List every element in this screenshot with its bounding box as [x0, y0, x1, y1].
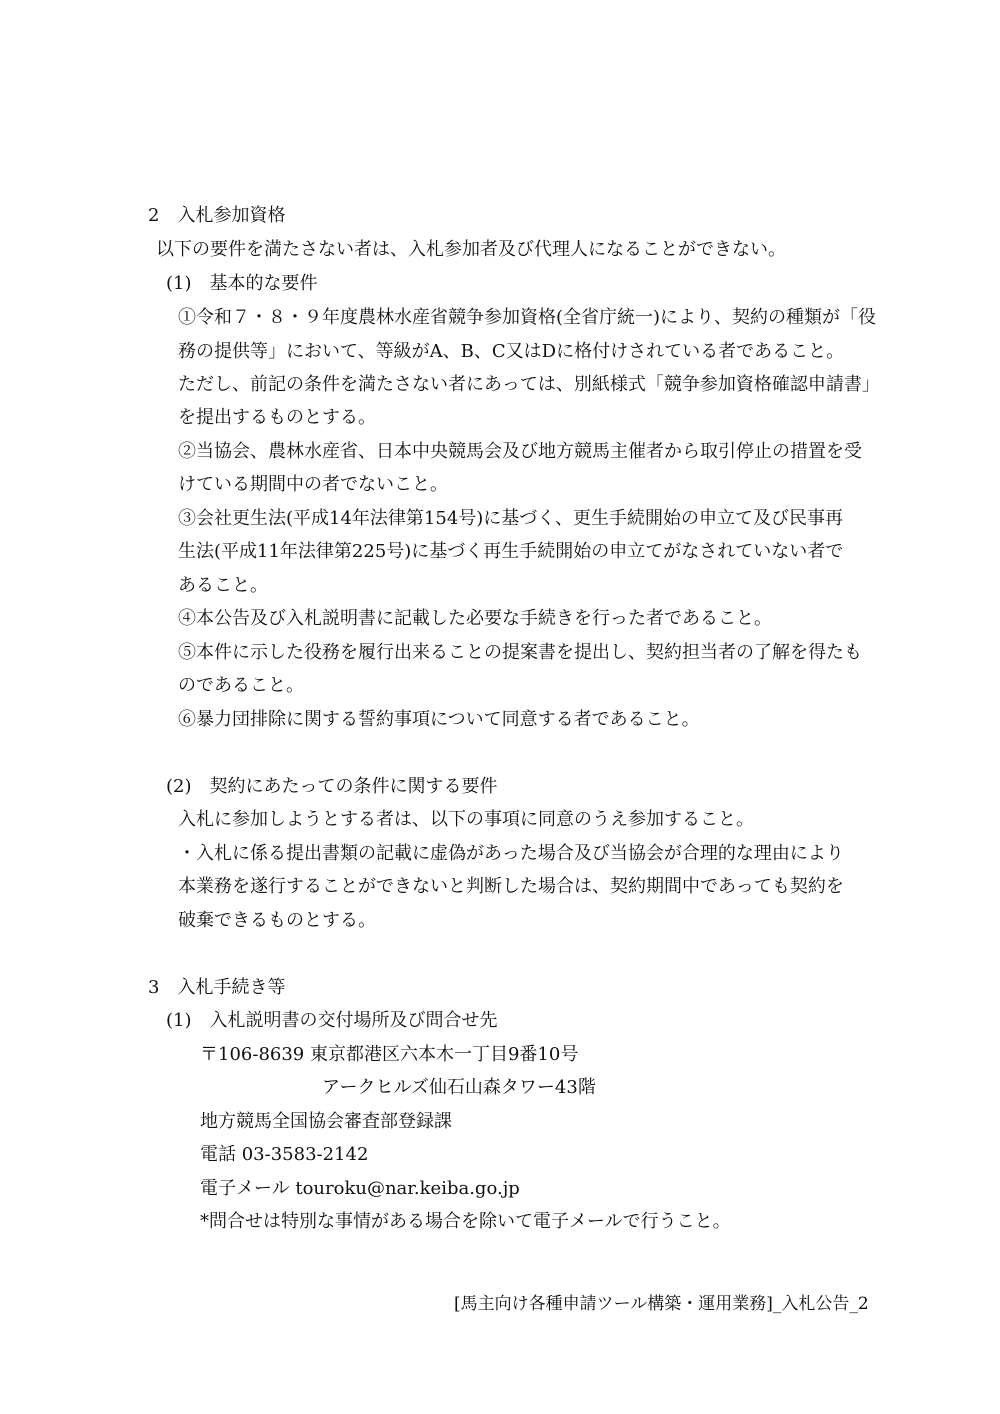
requirement-line: けている期間中の者でないこと。 [178, 474, 448, 495]
section-2-intro: 以下の要件を満たさない者は、入札参加者及び代理人になることができない。 [156, 239, 786, 260]
requirement-line: 生法(平成11年法律第225号)に基づく再生手続開始の申立てがなされていない者で [178, 541, 844, 562]
requirement-line: ②当協会、農林水産省、日本中央競馬会及び地方競馬主催者から取引停止の措置を受 [178, 441, 862, 462]
condition-line: ・入札に係る提出書類の記載に虚偽があった場合及び当協会が合理的な理由により [178, 843, 844, 864]
requirement-line: ①令和７・８・９年度農林水産省競争参加資格(全省庁統一)により、契約の種類が「役 [178, 307, 877, 328]
subsection-3-1-heading: (1) 入札説明書の交付場所及び問合せ先 [166, 1010, 498, 1031]
requirement-line: ただし、前記の条件を満たさない者にあっては、別紙様式「競争参加資格確認申請書」 [178, 374, 880, 395]
postal-address: 〒106-8639 東京都港区六本木一丁目9番10号 [200, 1044, 579, 1065]
contact-note: *問合せは特別な事情がある場合を除いて電子メールで行うこと。 [200, 1211, 731, 1232]
requirement-line: ⑤本件に示した役務を履行出来ることの提案書を提出し、契約担当者の了解を得たも [178, 642, 862, 663]
phone-number: 電話 03-3583-2142 [200, 1144, 369, 1165]
condition-line: 破棄できるものとする。 [178, 910, 376, 931]
requirement-line: あること。 [178, 575, 268, 596]
requirement-line: ③会社更生法(平成14年法律第154号)に基づく、更生手続開始の申立て及び民事再 [178, 508, 843, 529]
building-address: アークヒルズ仙石山森タワー43階 [322, 1077, 596, 1098]
page-footer: [馬主向け各種申請ツール構築・運用業務]_入札公告_2 [454, 1294, 869, 1314]
requirement-line: を提出するものとする。 [178, 407, 376, 428]
email-address: 電子メール touroku@nar.keiba.go.jp [200, 1178, 520, 1199]
organization-name: 地方競馬全国協会審査部登録課 [200, 1111, 452, 1132]
section-3-heading: 3 入札手続き等 [148, 977, 286, 998]
section-2-heading: 2 入札参加資格 [148, 205, 286, 226]
requirement-line: のであること。 [178, 675, 304, 696]
requirement-line: ④本公告及び入札説明書に記載した必要な手続きを行った者であること。 [178, 608, 772, 629]
requirement-line: ⑥暴力団排除に関する誓約事項について同意する者であること。 [178, 709, 700, 730]
subsection-2-1-heading: (1) 基本的な要件 [166, 273, 318, 294]
subsection-2-2-heading: (2) 契約にあたっての条件に関する要件 [166, 776, 498, 797]
requirement-line: 務の提供等」において、等級がA、B、C又はDに格付けされている者であること。 [178, 341, 845, 362]
condition-line: 入札に参加しようとする者は、以下の事項に同意のうえ参加すること。 [178, 809, 754, 830]
condition-line: 本業務を遂行することができないと判断した場合は、契約期間中であっても契約を [178, 876, 844, 897]
